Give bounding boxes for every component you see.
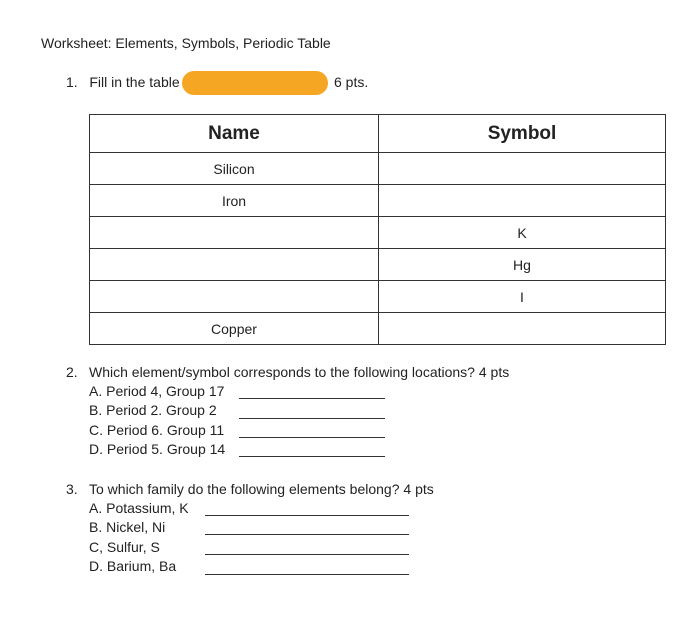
table-row	[90, 313, 666, 345]
question-1-prefix: Fill in the table	[89, 74, 180, 90]
redaction-mark	[182, 71, 328, 95]
symbol-cell[interactable]: I	[379, 281, 666, 313]
answer-blank[interactable]	[239, 437, 385, 438]
list-item: C, Sulfur, S	[89, 539, 160, 555]
answer-blank[interactable]	[205, 534, 409, 535]
symbol-cell[interactable]: Hg	[379, 249, 666, 281]
symbol-cell[interactable]	[379, 313, 666, 345]
name-cell[interactable]	[90, 281, 379, 313]
answer-blank[interactable]	[205, 515, 409, 516]
question-3-text: To which family do the following elements belong? 4 pts	[89, 481, 434, 497]
name-cell[interactable]	[90, 217, 379, 249]
table-row	[90, 217, 666, 249]
list-item: A. Period 4, Group 17	[89, 383, 225, 399]
table-header-row	[90, 115, 666, 153]
header-symbol: Symbol	[379, 115, 666, 153]
list-item: D. Period 5. Group 14	[89, 441, 226, 457]
name-cell[interactable]: Iron	[90, 185, 379, 217]
answer-blank[interactable]	[205, 574, 409, 575]
answer-blank[interactable]	[239, 398, 385, 399]
question-1-number: 1.	[66, 74, 78, 90]
answer-blank[interactable]	[205, 554, 409, 555]
elements-table	[89, 114, 666, 345]
worksheet-title: Worksheet: Elements, Symbols, Periodic Table	[41, 35, 331, 51]
question-1-points: 6 pts.	[334, 74, 369, 90]
name-cell[interactable]: Copper	[90, 313, 379, 345]
symbol-cell[interactable]	[379, 185, 666, 217]
name-cell[interactable]	[90, 249, 379, 281]
list-item: C. Period 6. Group 11	[89, 422, 225, 438]
list-item: A. Potassium, K	[89, 500, 189, 516]
list-item: D. Barium, Ba	[89, 558, 177, 574]
table-row	[90, 153, 666, 185]
header-name: Name	[90, 115, 379, 153]
name-cell[interactable]: Silicon	[90, 153, 379, 185]
question-2-text: Which element/symbol corresponds to the following locations? 4 pts	[89, 364, 510, 380]
table-row	[90, 185, 666, 217]
symbol-cell[interactable]: K	[379, 217, 666, 249]
list-item: B. Nickel, Ni	[89, 519, 166, 535]
answer-blank[interactable]	[239, 456, 385, 457]
table-row	[90, 249, 666, 281]
question-3-number: 3.	[66, 481, 78, 497]
answer-blank[interactable]	[239, 418, 385, 419]
question-1-text	[66, 74, 180, 90]
list-item: B. Period 2. Group 2	[89, 402, 217, 418]
table-row	[90, 281, 666, 313]
symbol-cell[interactable]	[379, 153, 666, 185]
question-2-number: 2.	[66, 364, 78, 380]
